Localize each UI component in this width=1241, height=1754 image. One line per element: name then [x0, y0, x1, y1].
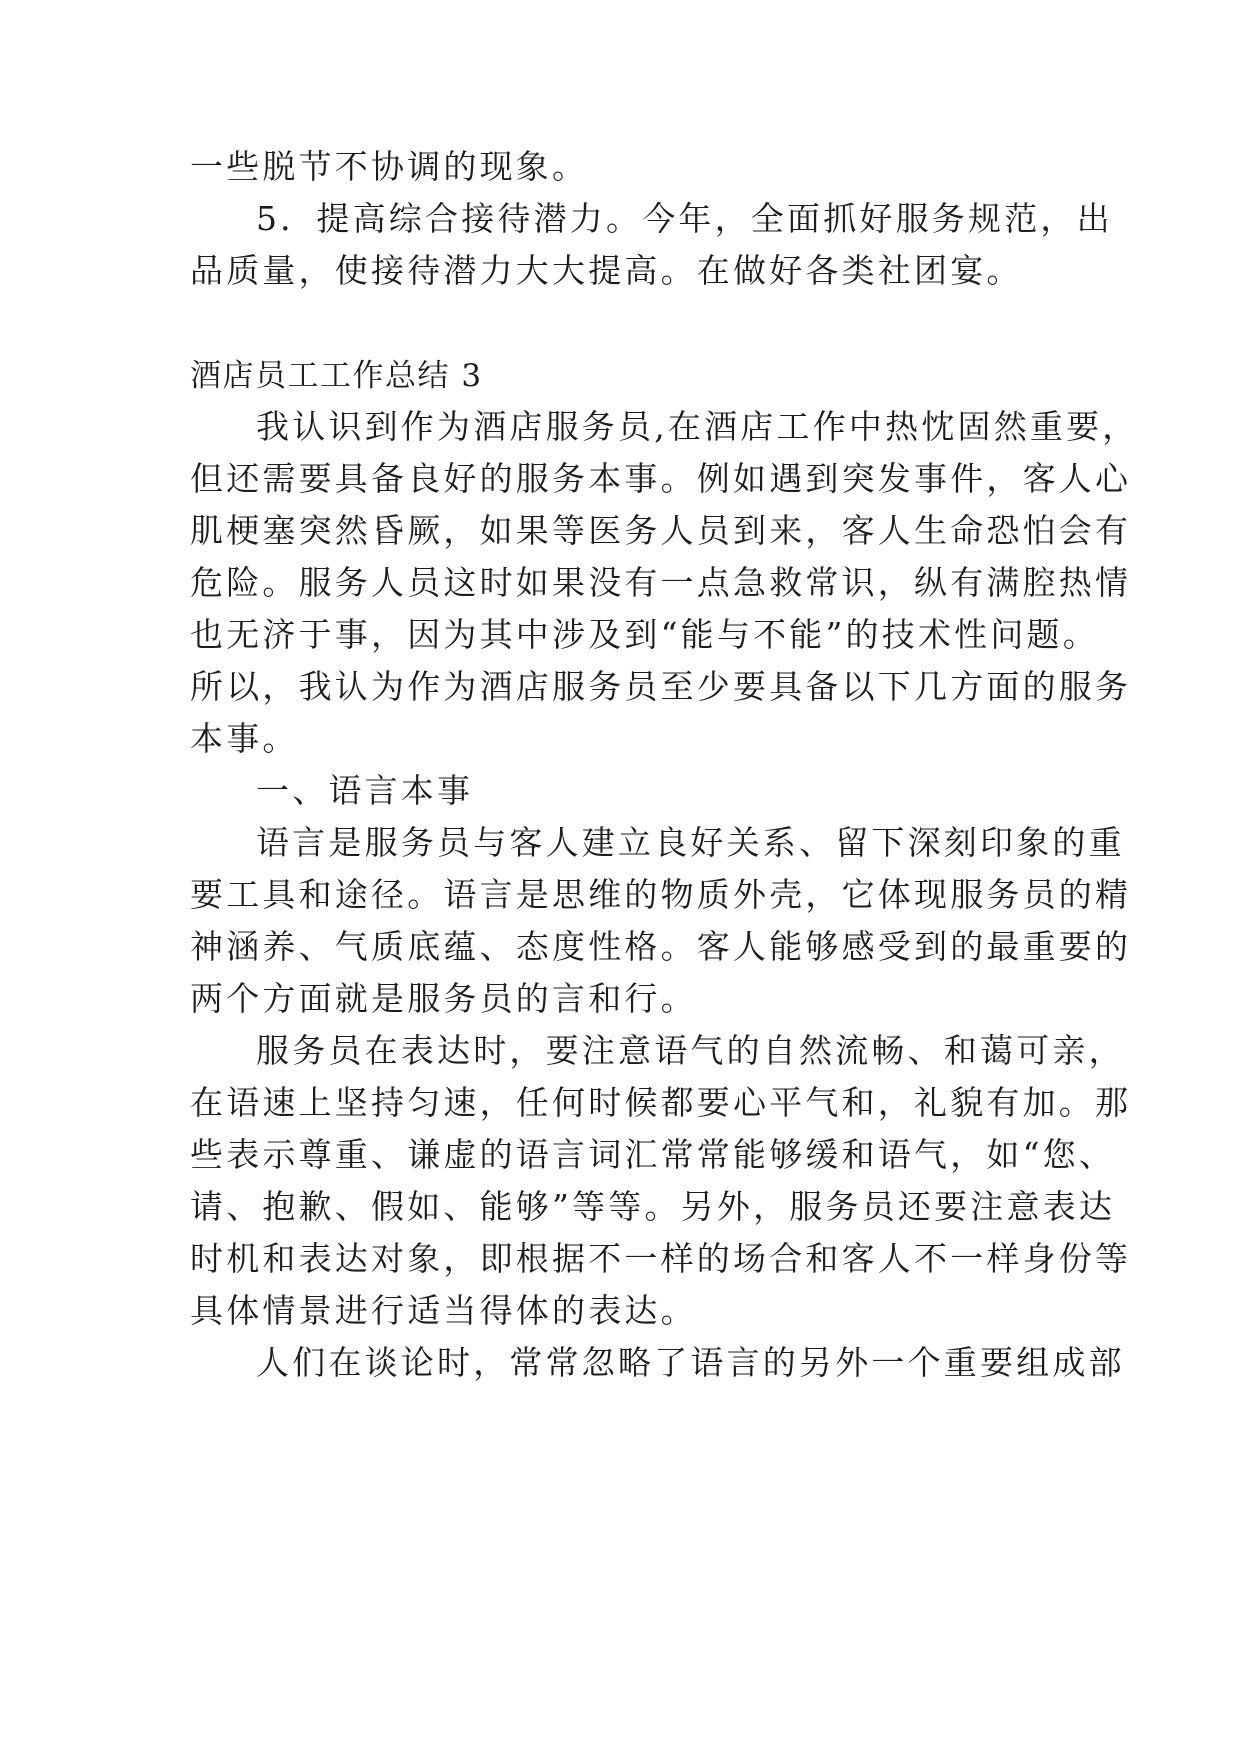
text-line: 肌梗塞突然昏厥，如果等医务人员到来，客人生命恐怕会有: [190, 511, 1132, 550]
subsection-heading: 一、语言本事: [256, 771, 474, 810]
document-page: [190, 0, 1139, 1754]
text-line: 请、抱歉、假如、能够”等等。另外，服务员还要注意表达: [190, 1187, 1116, 1226]
text-line: 一些脱节不协调的现象。: [190, 147, 589, 186]
section-heading: 酒店员工工作总结 3: [190, 358, 483, 394]
text-line: 些表示尊重、谦虚的语言词汇常常能够缓和语气，如“您、: [190, 1135, 1116, 1174]
text-line: 在语速上坚持匀速，任何时候都要心平气和，礼貌有加。那: [190, 1083, 1132, 1122]
text-line: 也无济于事，因为其中涉及到“能与不能”的技术性问题。: [190, 615, 1099, 654]
text-line: 具体情景进行适当得体的表达。: [190, 1291, 697, 1330]
text-line: 所以，我认为作为酒店服务员至少要具备以下几方面的服务: [190, 667, 1132, 706]
text-line: 语言是服务员与客人建立良好关系、留下深刻印象的重: [256, 823, 1125, 862]
text-line: 危险。服务人员这时如果没有一点急救常识，纵有满腔热情: [190, 563, 1132, 602]
text-line: 本事。: [190, 719, 299, 758]
text-line: 5．提高综合接待潜力。今年，全面抓好服务规范，出: [256, 199, 1113, 238]
text-line: 人们在谈论时，常常忽略了语言的另外一个重要组成部: [256, 1343, 1125, 1382]
text-line: 时机和表达对象，即根据不一样的场合和客人不一样身份等: [190, 1239, 1132, 1278]
text-line: 要工具和途径。语言是思维的物质外壳，它体现服务员的精: [190, 875, 1132, 914]
text-line: 两个方面就是服务员的言和行。: [190, 979, 697, 1018]
text-line: 神涵养、气质底蕴、态度性格。客人能够感受到的最重要的: [190, 927, 1132, 966]
text-line: 但还需要具备良好的服务本事。例如遇到突发事件，客人心: [190, 459, 1132, 498]
text-line: 品质量，使接待潜力大大提高。在做好各类社团宴。: [190, 251, 1023, 290]
text-line: 我认识到作为酒店服务员,在酒店工作中热忱固然重要，: [256, 407, 1139, 446]
text-line: 服务员在表达时，要注意语气的自然流畅、和蔼可亲，: [256, 1031, 1125, 1070]
